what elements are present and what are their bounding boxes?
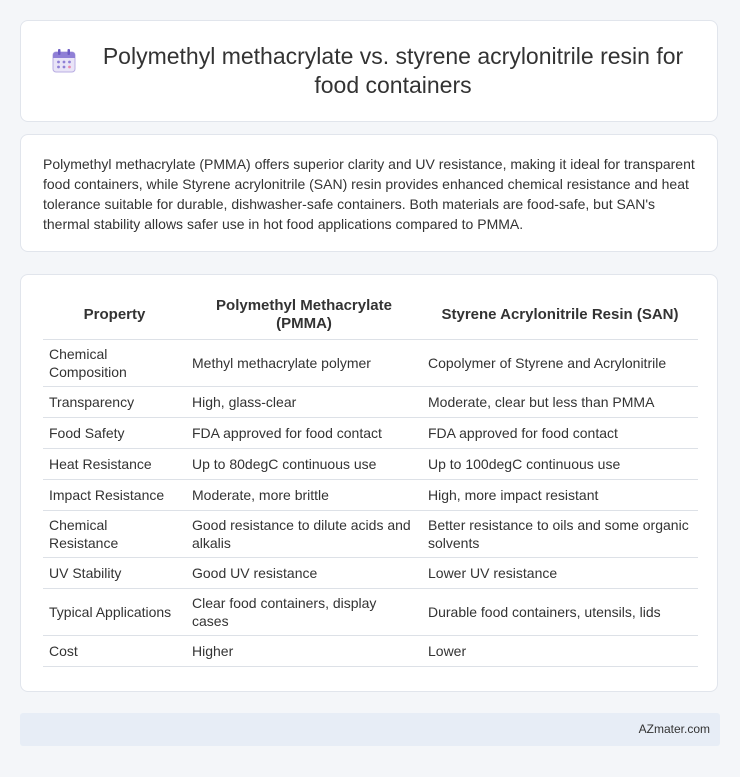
table-row bbox=[43, 418, 698, 449]
table-row bbox=[43, 636, 698, 667]
title-wrap bbox=[49, 42, 689, 100]
san-cell: Lower UV resistance bbox=[422, 558, 698, 589]
table-row bbox=[43, 340, 698, 387]
property-cell: Impact Resistance bbox=[43, 480, 186, 511]
san-cell: Up to 100degC continuous use bbox=[422, 449, 698, 480]
property-cell: Heat Resistance bbox=[43, 449, 186, 480]
san-cell: Durable food containers, utensils, lids bbox=[422, 589, 698, 636]
pmma-cell: Moderate, more brittle bbox=[186, 480, 422, 511]
property-cell: Cost bbox=[43, 636, 186, 667]
table-row bbox=[43, 558, 698, 589]
column-header-san: Styrene Acrylonitrile Resin (SAN) bbox=[422, 295, 698, 340]
property-cell: UV Stability bbox=[43, 558, 186, 589]
pmma-cell: FDA approved for food contact bbox=[186, 418, 422, 449]
pmma-cell: Higher bbox=[186, 636, 422, 667]
table-row bbox=[43, 511, 698, 558]
footer-bar bbox=[20, 713, 720, 746]
table-row bbox=[43, 387, 698, 418]
san-cell: Better resistance to oils and some organic solvents bbox=[422, 511, 698, 558]
san-cell: Moderate, clear but less than PMMA bbox=[422, 387, 698, 418]
column-header-pmma: Polymethyl Methacrylate (PMMA) bbox=[186, 295, 422, 340]
pmma-cell: High, glass-clear bbox=[186, 387, 422, 418]
property-cell: Transparency bbox=[43, 387, 186, 418]
page-title: Polymethyl methacrylate vs. styrene acrylonitrile resin for food containers bbox=[102, 43, 684, 98]
san-cell: FDA approved for food contact bbox=[422, 418, 698, 449]
calendar-icon bbox=[49, 46, 79, 76]
san-cell: Lower bbox=[422, 636, 698, 667]
property-cell: Chemical Resistance bbox=[43, 511, 186, 558]
comparison-table bbox=[43, 295, 698, 667]
pmma-cell: Clear food containers, display cases bbox=[186, 589, 422, 636]
column-header-property: Property bbox=[43, 295, 186, 340]
title-card bbox=[20, 20, 718, 122]
table-row bbox=[43, 480, 698, 511]
table-header-row bbox=[43, 295, 698, 340]
property-cell: Food Safety bbox=[43, 418, 186, 449]
san-cell: Copolymer of Styrene and Acrylonitrile bbox=[422, 340, 698, 387]
pmma-cell: Up to 80degC continuous use bbox=[186, 449, 422, 480]
san-cell: High, more impact resistant bbox=[422, 480, 698, 511]
table-row bbox=[43, 449, 698, 480]
pmma-cell: Good UV resistance bbox=[186, 558, 422, 589]
property-cell: Chemical Composition bbox=[43, 340, 186, 387]
pmma-cell: Methyl methacrylate polymer bbox=[186, 340, 422, 387]
table-row bbox=[43, 589, 698, 636]
summary-text: Polymethyl methacrylate (PMMA) offers superior clarity and UV resistance, making it ideal for transparent food containers, while Styrene acrylonitrile (SAN) resin provides enhanced chemical resistance and heat tolerance suitable for durable, dishwasher-safe containers. Both materials are food-safe, but SAN's thermal stability allows safer use in hot food applications compared to PMMA. bbox=[43, 156, 695, 232]
footer-brand-link[interactable]: AZmater.com bbox=[638, 722, 710, 736]
pmma-cell: Good resistance to dilute acids and alkalis bbox=[186, 511, 422, 558]
property-cell: Typical Applications bbox=[43, 589, 186, 636]
comparison-card bbox=[20, 274, 718, 692]
summary-card bbox=[20, 134, 718, 252]
